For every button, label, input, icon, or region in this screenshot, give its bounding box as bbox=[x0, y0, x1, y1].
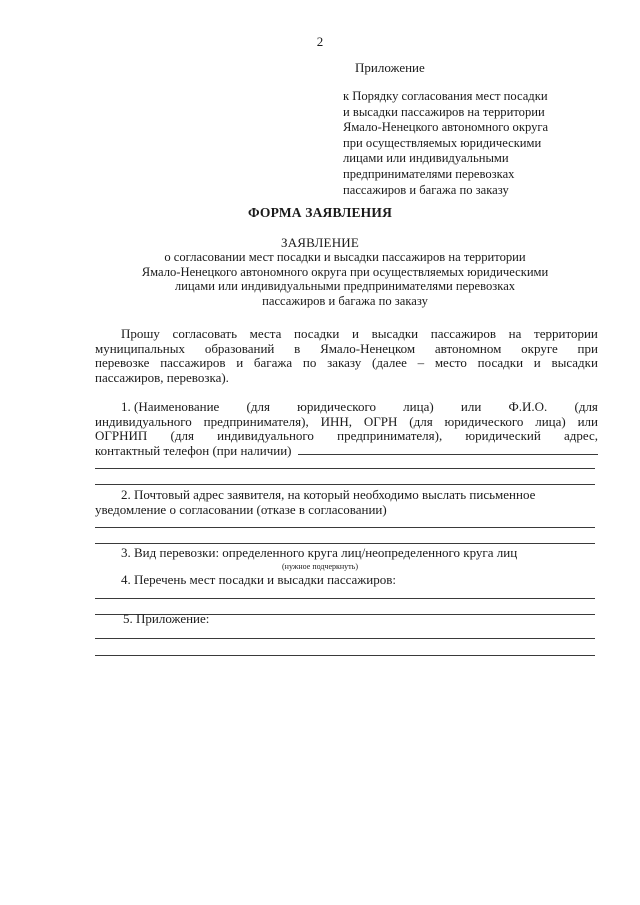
application-subtitle bbox=[90, 250, 600, 308]
word: Прошу bbox=[121, 326, 160, 341]
item-5-text: 5. Приложение: bbox=[123, 611, 210, 626]
word: перевозке bbox=[95, 355, 150, 371]
phone-label: контактный телефон (при наличии) bbox=[95, 442, 292, 458]
subtitle-line: лицами или индивидуальными предпринимателями перевозках bbox=[174, 279, 516, 294]
item-2-field-line[interactable] bbox=[95, 527, 595, 528]
phone-line bbox=[95, 444, 598, 459]
item-2-text: уведомление о согласовании (отказе в согласовании) bbox=[95, 501, 387, 517]
appendix-line: предпринимателями перевозках bbox=[343, 166, 515, 181]
justified-line bbox=[95, 342, 598, 357]
item-4-text: 4. Перечень мест посадки и высадки пассажиров: bbox=[121, 572, 396, 587]
form-title: ФОРМА ЗАЯВЛЕНИЯ bbox=[247, 205, 393, 220]
word: (для bbox=[409, 413, 433, 429]
word: заказу bbox=[327, 355, 362, 371]
item-2-line bbox=[95, 488, 598, 503]
justified-line bbox=[95, 415, 598, 430]
page-number: 2 bbox=[316, 34, 324, 49]
appendix-label: Приложение bbox=[355, 60, 425, 75]
appendix-line: лицами или индивидуальными bbox=[343, 151, 509, 166]
word: муниципальных bbox=[95, 340, 186, 356]
underline-note: (нужное подчеркнуть) bbox=[282, 562, 358, 571]
word: при bbox=[577, 340, 598, 356]
word: согласовать bbox=[172, 326, 238, 341]
item-4 bbox=[95, 573, 598, 588]
word: (далее bbox=[372, 355, 407, 371]
phone-field-line[interactable] bbox=[298, 444, 598, 455]
justified-line bbox=[95, 327, 598, 342]
word: (для bbox=[574, 399, 598, 414]
appendix-line: к Порядку согласования мест посадки bbox=[343, 89, 548, 103]
item-3-text: 3. Вид перевозки: определенного круга лиц/неопределенного круга лиц bbox=[121, 545, 518, 560]
appendix-line: и высадки пассажиров на территории bbox=[343, 104, 545, 119]
word: багажа bbox=[253, 355, 293, 371]
item-2 bbox=[95, 488, 598, 517]
word: пассажиров bbox=[160, 355, 226, 371]
word: ОГРНИП bbox=[95, 428, 148, 444]
item-3-line bbox=[95, 546, 598, 561]
last-line bbox=[95, 371, 598, 386]
word: (для bbox=[170, 428, 194, 444]
item-4-field-line[interactable] bbox=[95, 598, 595, 599]
item-3 bbox=[95, 546, 598, 561]
word: и bbox=[236, 355, 244, 371]
word: лица) bbox=[403, 399, 434, 414]
item-2-text: 2. Почтовый адрес заявителя, на который необходимо выслать письменное bbox=[121, 487, 536, 502]
word: лица) bbox=[535, 413, 566, 429]
word: индивидуального bbox=[217, 428, 314, 444]
application-title: ЗАЯВЛЕНИЕ bbox=[280, 235, 360, 250]
word: территории bbox=[534, 326, 598, 341]
word: (для bbox=[246, 399, 270, 414]
word: в bbox=[294, 340, 301, 356]
word: Ямало-Ненецком bbox=[320, 340, 416, 356]
intro-paragraph bbox=[95, 327, 598, 385]
item-2-field-line[interactable] bbox=[95, 543, 595, 544]
word: или bbox=[460, 399, 482, 414]
word: автономном bbox=[434, 340, 502, 356]
item-4-line bbox=[95, 573, 598, 588]
word: место bbox=[434, 355, 467, 371]
word: и bbox=[533, 355, 541, 371]
word: места bbox=[249, 326, 282, 341]
item-1-field-line[interactable] bbox=[95, 484, 595, 485]
appendix-line: пассажиров и багажа по заказу bbox=[343, 182, 509, 197]
appendix-line: Ямало-Ненецкого автономного округа bbox=[343, 120, 549, 135]
item-1 bbox=[95, 400, 598, 458]
subtitle-line: пассажиров и багажа по заказу bbox=[262, 293, 428, 308]
word: и bbox=[352, 326, 359, 341]
item-5 bbox=[95, 612, 598, 627]
word: 1. (Наименование bbox=[121, 399, 220, 414]
word: пассажиров, перевозка). bbox=[95, 369, 229, 385]
item-1-field-line[interactable] bbox=[95, 468, 595, 469]
word: на bbox=[508, 326, 522, 341]
word: посадки bbox=[477, 355, 524, 371]
word: адрес, bbox=[564, 428, 598, 444]
word: по bbox=[302, 355, 317, 371]
item-5-line bbox=[95, 612, 598, 627]
justified-line bbox=[95, 356, 598, 371]
word: образований bbox=[204, 340, 275, 356]
word: высадки bbox=[551, 355, 598, 371]
word: ИНН, bbox=[320, 413, 353, 429]
word: пассажиров bbox=[430, 326, 497, 341]
word: юридического bbox=[444, 413, 524, 429]
word: посадки bbox=[294, 326, 340, 341]
subtitle-line: о согласовании мест посадки и высадки пассажиров на территории bbox=[164, 250, 526, 264]
justified-line bbox=[95, 400, 598, 415]
item-5-field-line[interactable] bbox=[95, 638, 595, 639]
word: или bbox=[577, 413, 598, 429]
appendix-line: при осуществляемых юридическими bbox=[343, 135, 542, 150]
appendix-reference bbox=[343, 89, 593, 198]
word: индивидуального bbox=[95, 413, 192, 429]
word: – bbox=[417, 355, 425, 371]
word: юридического bbox=[297, 399, 376, 414]
justified-line bbox=[95, 429, 598, 444]
word: предпринимателя), bbox=[337, 428, 443, 444]
word: Ф.И.О. bbox=[508, 399, 548, 414]
word: округе bbox=[521, 340, 558, 356]
word: юридический bbox=[465, 428, 541, 444]
item-5-field-line[interactable] bbox=[95, 655, 595, 656]
subtitle-line: Ямало-Ненецкого автономного округа при осуществляемых юридическими bbox=[141, 264, 549, 279]
word: ОГРН bbox=[363, 413, 398, 429]
item-2-line bbox=[95, 503, 598, 518]
word: предпринимателя), bbox=[203, 413, 309, 429]
word: высадки bbox=[371, 326, 419, 341]
